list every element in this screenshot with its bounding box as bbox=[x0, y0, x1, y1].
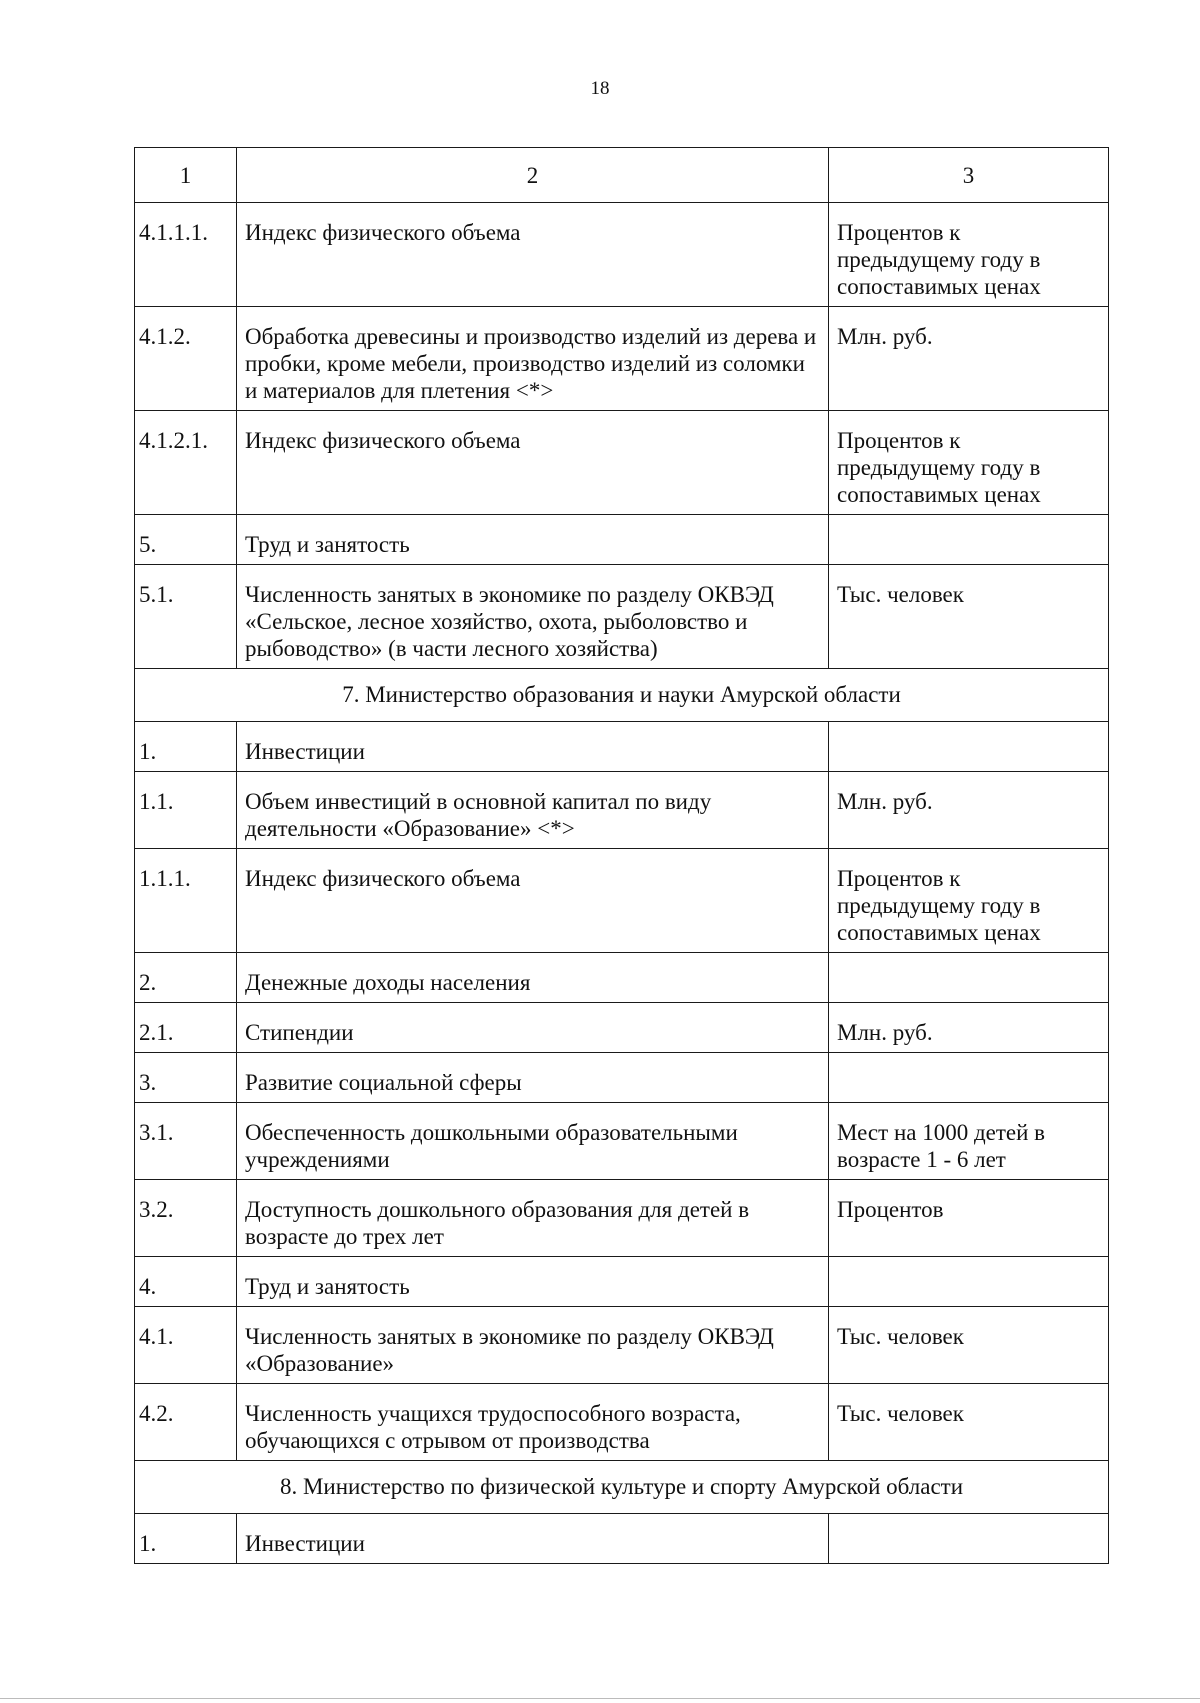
row-code: 1.1. bbox=[135, 772, 237, 849]
row-name: Труд и занятость bbox=[237, 1257, 829, 1307]
table-row bbox=[135, 849, 1109, 953]
row-name: Индекс физического объема bbox=[237, 203, 829, 307]
row-unit: Млн. руб. bbox=[829, 1003, 1109, 1053]
row-unit: Млн. руб. bbox=[829, 307, 1109, 411]
row-code: 1. bbox=[135, 1514, 237, 1564]
row-name: Развитие социальной сферы bbox=[237, 1053, 829, 1103]
row-code: 2.1. bbox=[135, 1003, 237, 1053]
page-number: 18 bbox=[590, 78, 610, 99]
row-unit bbox=[829, 1514, 1109, 1564]
row-code: 4.1. bbox=[135, 1307, 237, 1384]
row-name: Численность учащихся трудоспособного возраста, обучающихся с отрывом от производства bbox=[237, 1384, 829, 1461]
row-code: 2. bbox=[135, 953, 237, 1003]
row-code: 3. bbox=[135, 1053, 237, 1103]
row-name: Индекс физического объема bbox=[237, 411, 829, 515]
row-code: 5. bbox=[135, 515, 237, 565]
row-unit: Процентов bbox=[829, 1180, 1109, 1257]
row-unit bbox=[829, 953, 1109, 1003]
indicators-table bbox=[134, 147, 1109, 1564]
row-name: Денежные доходы населения bbox=[237, 953, 829, 1003]
table-row bbox=[135, 203, 1109, 307]
table-header-row bbox=[135, 148, 1109, 203]
row-name: Объем инвестиций в основной капитал по виду деятельности «Образование» <*> bbox=[237, 772, 829, 849]
table-row bbox=[135, 1053, 1109, 1103]
row-unit: Тыс. человек bbox=[829, 1384, 1109, 1461]
section-heading-row bbox=[135, 1461, 1109, 1514]
row-unit: Тыс. человек bbox=[829, 565, 1109, 669]
table-row bbox=[135, 411, 1109, 515]
row-code: 5.1. bbox=[135, 565, 237, 669]
section-heading-row bbox=[135, 669, 1109, 722]
row-name: Стипендии bbox=[237, 1003, 829, 1053]
table-row bbox=[135, 1103, 1109, 1180]
table-row bbox=[135, 307, 1109, 411]
row-name: Доступность дошкольного образования для детей в возрасте до трех лет bbox=[237, 1180, 829, 1257]
row-name: Обработка древесины и производство изделий из дерева и пробки, кроме мебели, производство изделий из соломки и материалов для плетения <*> bbox=[237, 307, 829, 411]
row-name: Инвестиции bbox=[237, 722, 829, 772]
row-unit bbox=[829, 1053, 1109, 1103]
row-name: Численность занятых в экономике по разделу ОКВЭД «Сельское, лесное хозяйство, охота, рыболовство и рыбоводство» (в части лесного хозяйства) bbox=[237, 565, 829, 669]
table-row bbox=[135, 1003, 1109, 1053]
row-unit bbox=[829, 722, 1109, 772]
header-col-1: 1 bbox=[135, 148, 237, 203]
table-row bbox=[135, 772, 1109, 849]
table-row bbox=[135, 1257, 1109, 1307]
row-unit: Тыс. человек bbox=[829, 1307, 1109, 1384]
row-name: Индекс физического объема bbox=[237, 849, 829, 953]
row-code: 3.1. bbox=[135, 1103, 237, 1180]
table-row bbox=[135, 1307, 1109, 1384]
header-col-2: 2 bbox=[237, 148, 829, 203]
table-row bbox=[135, 1514, 1109, 1564]
row-name: Обеспеченность дошкольными образовательными учреждениями bbox=[237, 1103, 829, 1180]
header-col-3: 3 bbox=[829, 148, 1109, 203]
row-name: Численность занятых в экономике по разделу ОКВЭД «Образование» bbox=[237, 1307, 829, 1384]
row-unit bbox=[829, 515, 1109, 565]
row-name: Инвестиции bbox=[237, 1514, 829, 1564]
row-unit bbox=[829, 1257, 1109, 1307]
row-code: 1. bbox=[135, 722, 237, 772]
row-unit: Процентов к предыдущему году в сопоставимых ценах bbox=[829, 411, 1109, 515]
row-unit: Процентов к предыдущему году в сопоставимых ценах bbox=[829, 849, 1109, 953]
section-title: 8. Министерство по физической культуре и спорту Амурской области bbox=[135, 1461, 1109, 1514]
table-row bbox=[135, 565, 1109, 669]
row-name: Труд и занятость bbox=[237, 515, 829, 565]
scan-edge bbox=[0, 1698, 1200, 1703]
row-unit: Мест на 1000 детей в возрасте 1 - 6 лет bbox=[829, 1103, 1109, 1180]
table-row bbox=[135, 1180, 1109, 1257]
row-code: 4.1.1.1. bbox=[135, 203, 237, 307]
row-code: 3.2. bbox=[135, 1180, 237, 1257]
row-unit: Процентов к предыдущему году в сопоставимых ценах bbox=[829, 203, 1109, 307]
row-code: 4. bbox=[135, 1257, 237, 1307]
table-row bbox=[135, 515, 1109, 565]
section-title: 7. Министерство образования и науки Амурской области bbox=[135, 669, 1109, 722]
table-row bbox=[135, 1384, 1109, 1461]
row-code: 4.1.2.1. bbox=[135, 411, 237, 515]
row-code: 4.2. bbox=[135, 1384, 237, 1461]
row-unit: Млн. руб. bbox=[829, 772, 1109, 849]
table-row bbox=[135, 953, 1109, 1003]
table-row bbox=[135, 722, 1109, 772]
row-code: 1.1.1. bbox=[135, 849, 237, 953]
row-code: 4.1.2. bbox=[135, 307, 237, 411]
